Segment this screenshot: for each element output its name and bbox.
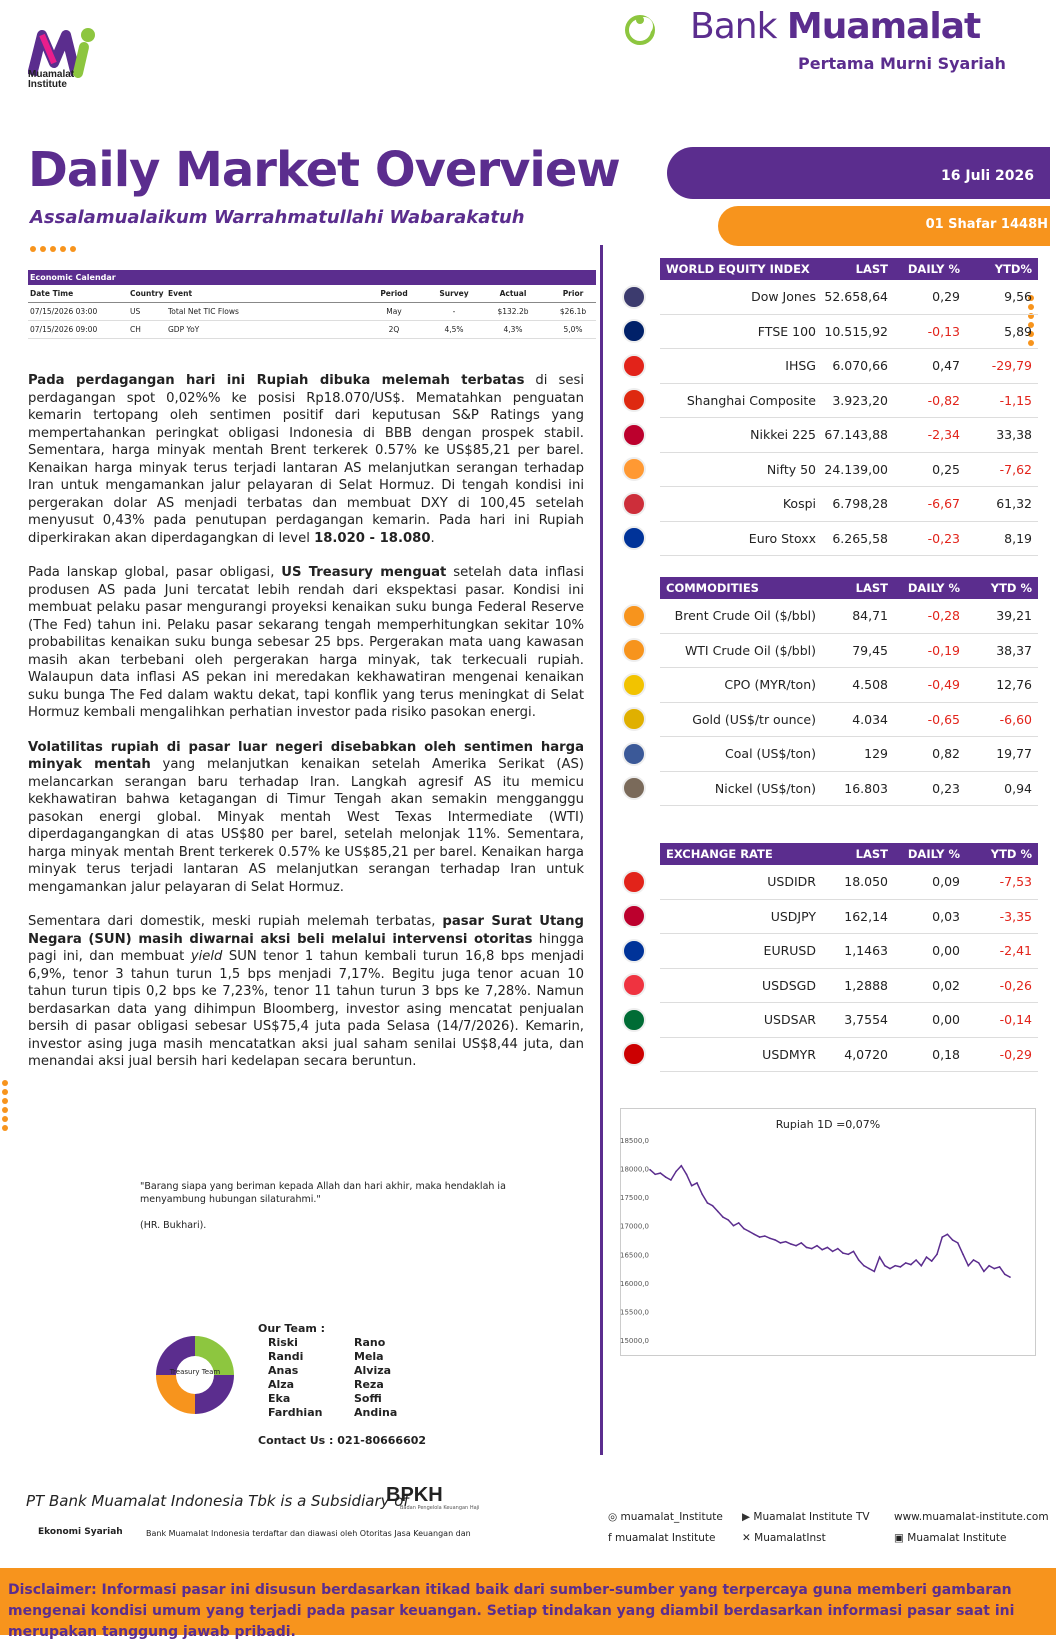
col-prior: Prior	[562, 289, 584, 298]
data-point	[973, 1259, 975, 1261]
data-point	[748, 1231, 750, 1233]
cell-ytd: -0,14	[999, 1012, 1032, 1028]
cell-last: 84,71	[852, 608, 888, 624]
cell-daily: 0,23	[932, 780, 960, 796]
data-point	[691, 1185, 693, 1187]
website-link[interactable]: www.muamalat-institute.com	[894, 1511, 1049, 1523]
table-header: WORLD EQUITY INDEX LAST DAILY % YTD%	[660, 258, 1038, 280]
world-equity-table	[660, 258, 1038, 556]
data-point	[983, 1271, 985, 1273]
cell-last: 6.798,28	[832, 496, 888, 512]
cell-daily: 0,29	[932, 289, 960, 305]
col-event: Event	[168, 289, 193, 298]
data-point	[743, 1228, 745, 1230]
youtube-icon: ▶	[742, 1511, 754, 1523]
cell-last: 24.139,00	[824, 461, 888, 477]
table-row	[660, 599, 1038, 634]
cell: 07/15/2026 09:00	[30, 325, 98, 334]
facebook-link[interactable]: f muamalat Institute	[608, 1532, 716, 1544]
table-row	[660, 453, 1038, 488]
cell-name: FTSE 100	[757, 323, 816, 339]
table-row	[660, 772, 1038, 807]
col-actual: Actual	[499, 289, 527, 298]
cell-name: WTI Crude Oil ($/bbl)	[684, 642, 816, 658]
data-point	[801, 1242, 803, 1244]
cell-daily: 0,00	[932, 1012, 960, 1028]
data-point	[988, 1265, 990, 1267]
instagram-icon: ◎	[608, 1511, 621, 1523]
data-point	[785, 1241, 787, 1243]
cell: 4,3%	[503, 325, 523, 334]
data-point	[858, 1259, 860, 1261]
table-row	[660, 349, 1038, 384]
cell-name: USDJPY	[770, 908, 816, 924]
institute-name: Muamalat Institute	[28, 69, 75, 90]
cell-last: 129	[864, 746, 888, 762]
cell-ytd: 0,94	[1004, 780, 1032, 796]
hijri-date: 01 Shafar 1448H	[925, 217, 1048, 232]
data-point	[1004, 1274, 1006, 1276]
id-flag-icon	[622, 870, 646, 894]
table-header: COMMODITIES LAST DAILY % YTD %	[660, 577, 1038, 599]
x-icon: ✕	[742, 1532, 755, 1544]
data-point	[759, 1236, 761, 1238]
table-row	[660, 487, 1038, 522]
data-point	[863, 1265, 865, 1267]
data-point	[728, 1219, 730, 1221]
cell: 2Q	[388, 325, 400, 334]
cell-ytd: -29,79	[991, 358, 1032, 374]
data-point	[978, 1262, 980, 1264]
cell-daily: -0,82	[927, 392, 960, 408]
uk-flag-icon	[622, 319, 646, 343]
cell-ytd: 61,32	[996, 496, 1032, 512]
ojk-statement: Bank Muamalat Indonesia terdaftar dan diawasi oleh Otoritas Jasa Keuangan dan	[146, 1529, 471, 1538]
column-divider	[600, 245, 603, 1455]
cell: May	[386, 307, 402, 316]
cell-ytd: -1,15	[999, 392, 1032, 408]
cell: $132.2b	[497, 307, 529, 316]
kr-flag-icon	[622, 492, 646, 516]
cell-name: USDIDR	[767, 874, 816, 890]
cell: GDP YoY	[168, 325, 200, 334]
linkedin-icon: ▣	[894, 1532, 908, 1544]
col-survey: Survey	[439, 289, 469, 298]
sa-flag-icon	[622, 1008, 646, 1032]
table-row	[28, 321, 596, 339]
eu-flag-icon	[622, 939, 646, 963]
data-point	[696, 1182, 698, 1184]
economic-calendar-title: Economic Calendar	[28, 270, 596, 285]
col-period: Period	[380, 289, 408, 298]
data-point	[712, 1205, 714, 1207]
bpkh-subtitle: Badan Pengelola Keuangan Haji	[400, 1505, 480, 1511]
cell-daily: 0,02	[932, 977, 960, 993]
cell-daily: -0,28	[927, 608, 960, 624]
data-point	[754, 1234, 756, 1236]
cell-ytd: 9,56	[1004, 289, 1032, 305]
data-point	[842, 1252, 844, 1254]
contact-number: Contact Us : 021-80666602	[258, 1434, 427, 1447]
cell-daily: -0,13	[927, 323, 960, 339]
table-row	[660, 703, 1038, 738]
cell-name: Coal (US$/ton)	[725, 746, 816, 762]
cell-last: 3,7554	[844, 1012, 888, 1028]
x-link[interactable]: ✕ MuamalatInst	[742, 1532, 826, 1544]
table-row	[660, 934, 1038, 969]
data-point	[926, 1256, 928, 1258]
cell-ytd: 5,89	[1004, 323, 1032, 339]
data-point	[900, 1266, 902, 1268]
cell-daily: 0,18	[932, 1046, 960, 1062]
cell-daily: 0,00	[932, 943, 960, 959]
cell-name: Euro Stoxx	[748, 530, 816, 546]
economic-calendar-header	[28, 285, 596, 303]
data-point	[931, 1260, 933, 1262]
in-flag-icon	[622, 457, 646, 481]
cell-ytd: 38,37	[996, 642, 1032, 658]
cell-last: 79,45	[852, 642, 888, 658]
data-point	[686, 1174, 688, 1176]
cell-daily: -2,34	[927, 427, 960, 443]
cell-name: Nickel (US$/ton)	[714, 780, 816, 796]
data-point	[806, 1247, 808, 1249]
y-tick-label: 18500,0	[620, 1137, 649, 1145]
cell-name: USDSGD	[762, 977, 816, 993]
cell-ytd: -0,29	[999, 1046, 1032, 1062]
data-point	[701, 1194, 703, 1196]
table-row	[660, 1038, 1038, 1073]
cell-ytd: -2,41	[999, 943, 1032, 959]
cell-last: 6.265,58	[832, 530, 888, 546]
cell-daily: 0,82	[932, 746, 960, 762]
data-point	[848, 1254, 850, 1256]
data-point	[675, 1171, 677, 1173]
table-row	[660, 1003, 1038, 1038]
data-point	[774, 1239, 776, 1241]
data-point	[968, 1265, 970, 1267]
exchange-rate-table	[660, 843, 1038, 1072]
cell-last: 6.070,66	[832, 358, 888, 374]
data-point	[994, 1268, 996, 1270]
cell-daily: -0,65	[927, 711, 960, 727]
team-list-2: Rano Mela Alviza Reza Soffi Andina	[354, 1336, 398, 1419]
cell-last: 18.050	[844, 874, 888, 890]
table-row	[660, 522, 1038, 557]
cell-name: USDMYR	[762, 1046, 816, 1062]
table-row	[660, 865, 1038, 900]
cell-name: Gold (US$/tr ounce)	[692, 711, 816, 727]
chart-title: Rupiah 1D =0,07%	[775, 1118, 881, 1131]
bpkh-logo: BPKH	[386, 1484, 443, 1506]
cell-daily: 0,25	[932, 461, 960, 477]
id-flag-icon	[622, 354, 646, 378]
cell-name: Brent Crude Oil ($/bbl)	[674, 608, 816, 624]
us-flag-icon	[622, 285, 646, 309]
cell-last: 10.515,92	[824, 323, 888, 339]
team-label: Our Team :	[258, 1322, 326, 1335]
cell-last: 1,1463	[844, 943, 888, 959]
cell-last: 4.508	[852, 677, 888, 693]
cell-last: 52.658,64	[824, 289, 888, 305]
cell: 4,5%	[444, 325, 464, 334]
cell-daily: -0,23	[927, 530, 960, 546]
y-tick-label: 15000,0	[620, 1337, 649, 1345]
data-point	[936, 1254, 938, 1256]
table-row	[660, 280, 1038, 315]
data-point	[681, 1165, 683, 1167]
data-point	[962, 1254, 964, 1256]
coal-cart-icon	[622, 742, 646, 766]
jp-flag-icon	[622, 423, 646, 447]
data-point	[915, 1259, 917, 1261]
youtube-link[interactable]: ▶ Muamalat Institute TV	[742, 1511, 870, 1523]
cell-ytd: -7,62	[999, 461, 1032, 477]
cell-daily: -0,49	[927, 677, 960, 693]
cell-ytd: 19,77	[996, 746, 1032, 762]
linkedin-link[interactable]: ▣ Muamalat Institute	[894, 1532, 1007, 1544]
paragraph-rupiah: Pada perdagangan hari ini Rupiah dibuka melemah terbatas di sesi perdagangan spot 0,02%% ke posisi Rp18.070/US$. Mematahkan penguatan kemarin tertopang oleh sentimen positif dari keputusan S&P Ratings yang mempertahankan peringkat obligasi Indonesia di BBB dengan prospek stabil. Sementara, harga minyak mentah Brent terkerek 0.57% ke US$85,21 per barel. Kenaikan harga minyak terus terjadi lantaran AS melanjutkan serangan terhadap Iran untuk mengamankan jalur pelayaran di Selat Hormuz. Di tengah kondisi ini pergerakan dolar AS menjadi terbatas dan membuat DXY di 100,45 setelah menyusut 0,43% pada penutupan perdagangan kemarin. Pada hari ini Rupiah diperkirakan akan diperdagangkan di level 18.020 - 18.080.	[28, 373, 584, 546]
bank-tagline: Pertama Murni Syariah	[798, 54, 1006, 73]
greeting: Assalamualaikum Warrahmatullahi Wabarakatuh	[30, 207, 525, 228]
cell-last: 4.034	[852, 711, 888, 727]
decorative-dots	[2, 1080, 9, 1131]
cell-ytd: -3,35	[999, 908, 1032, 924]
data-point	[707, 1202, 709, 1204]
table-row	[660, 900, 1038, 935]
table-row	[660, 384, 1038, 419]
data-point	[738, 1222, 740, 1224]
data-point	[769, 1238, 771, 1240]
instagram-link[interactable]: ◎ muamalat_Institute	[608, 1511, 723, 1523]
team-list-1: Riski Randi Anas Alza Eka Fardhian	[268, 1336, 323, 1419]
cell-daily: 0,03	[932, 908, 960, 924]
table-row	[660, 315, 1038, 350]
cell-name: Kospi	[782, 496, 816, 512]
sg-flag-icon	[622, 973, 646, 997]
cell: Total Net TIC Flows	[168, 307, 239, 316]
data-point	[952, 1239, 954, 1241]
commodities-table	[660, 577, 1038, 806]
cell-ytd: 8,19	[1004, 530, 1032, 546]
cell-ytd: 39,21	[996, 608, 1032, 624]
cell-name: Shanghai Composite	[686, 392, 816, 408]
cell-name: Nifty 50	[766, 461, 816, 477]
cell: -	[452, 307, 456, 316]
cell-daily: -0,19	[927, 642, 960, 658]
data-point	[649, 1169, 651, 1171]
facebook-icon: f	[608, 1532, 616, 1544]
cell-last: 1,2888	[844, 977, 888, 993]
market-commentary	[28, 372, 584, 1088]
data-point	[733, 1225, 735, 1227]
rupiah-series-line	[650, 1166, 1010, 1277]
cell-ytd: -6,60	[999, 711, 1032, 727]
table-row	[660, 969, 1038, 1004]
table-row	[660, 737, 1038, 772]
table-row	[660, 668, 1038, 703]
cell-ytd: -7,53	[999, 874, 1032, 890]
cell: 5,0%	[563, 325, 583, 334]
oil-barrel-icon	[622, 638, 646, 662]
data-point	[853, 1251, 855, 1253]
ekonomi-syariah-logo: Ekonomi Syariah	[38, 1527, 123, 1537]
cell-name: EURUSD	[763, 943, 816, 959]
palm-oil-icon	[622, 673, 646, 697]
cell-daily: 0,09	[932, 874, 960, 890]
cell-ytd: 33,38	[996, 427, 1032, 443]
data-point	[868, 1268, 870, 1270]
y-tick-label: 16000,0	[620, 1279, 649, 1288]
jp-flag-icon	[622, 904, 646, 928]
cell-name: USDSAR	[763, 1012, 816, 1028]
bank-name: Bank Muamalat	[690, 6, 981, 47]
cell-name: CPO (MYR/ton)	[724, 677, 816, 693]
cell-last: 67.143,88	[824, 427, 888, 443]
data-point	[837, 1248, 839, 1250]
table-row	[28, 303, 596, 321]
y-tick-label: 17500,0	[620, 1194, 649, 1203]
paragraph-global: Pada lanskap global, pasar obligasi, US Treasury menguat setelah data inflasi produsen AS pada Juni tercatat lebih rendah dari ekspektasi pasar. Kondisi ini membuat pelaku pasar mengurangi proyeksi kenaikan suku bunga Federal Reserve (The Fed) tahun ini. Pelaku pasar sekarang tengah memperhitungkan sekitar 10% probabilitas kenaikan suku bunga sebesar 25 bps. Pergerakan mata uang kawasan masih akan terbebani oleh pergerakan harga minyak, tak terkecuali rupiah. Walaupun data inflasi AS pekan ini meredakan kekhawatiran mengenai kenaikan suku bunga The Fed dalam waktu dekat, tapi konflik yang terus meningkat di Selat Hormuz kembali mengalihkan perhatian investor pada risiko pasokan energi.	[28, 565, 584, 720]
data-point	[816, 1245, 818, 1247]
col-datetime: Date Time	[30, 289, 74, 298]
paragraph-volatility: Volatilitas rupiah di pasar luar negeri disebabkan oleh sentimen harga minyak mentah yang melanjutkan kenaikan setelah Amerika Serikat (AS) melancarkan serangan baru terhadap Iran. Langkah agresif AS itu memicu kekhawatiran bahwa ketagangan di Timur Tengah akan semakin mengganggu pasokan energi global. Minyak mentah West Texas Intermediate (WTI) diperdagangangkan di atas US$80 per barel, setelah melonjak 11%. Sementara, harga minyak mentah Brent terkerek 0.57% ke US$85,21 per barel. Kenaikan harga minyak terus terjadi lantaran AS melanjutkan serangan terhadap Iran untuk mengamankan jalur pelayaran di Selat Hormuz.	[28, 739, 584, 895]
team-logo-text: Treasury Team	[169, 1368, 221, 1376]
data-point	[790, 1243, 792, 1245]
data-point	[670, 1179, 672, 1181]
y-tick-label: 15500,0	[620, 1308, 649, 1317]
cell-name: Dow Jones	[751, 289, 816, 305]
y-tick-label: 18000,0	[620, 1165, 649, 1174]
data-point	[665, 1176, 667, 1178]
nickel-ore-icon	[622, 776, 646, 800]
cell: $26.1b	[559, 307, 587, 316]
cell-name: Nikkei 225	[750, 427, 816, 443]
subsidiary-text: PT Bank Muamalat Indonesia Tbk is a Subsidiary of	[26, 1492, 409, 1510]
cell-last: 16.803	[844, 780, 888, 796]
cell-daily: 0,47	[932, 358, 960, 374]
my-flag-icon	[622, 1042, 646, 1066]
col-country: Country	[130, 289, 164, 298]
data-point	[884, 1265, 886, 1267]
cn-flag-icon	[622, 388, 646, 412]
cell: 07/15/2026 03:00	[30, 307, 98, 316]
y-tick-label: 16500,0	[620, 1251, 649, 1260]
data-point	[832, 1251, 834, 1253]
economic-calendar	[28, 270, 596, 339]
data-point	[894, 1265, 896, 1267]
data-point	[941, 1236, 943, 1238]
cell-ytd: 12,76	[996, 677, 1032, 693]
data-point	[722, 1216, 724, 1218]
data-point	[910, 1264, 912, 1266]
data-point	[821, 1249, 823, 1251]
data-point	[660, 1172, 662, 1174]
table-header: EXCHANGE RATE LAST DAILY % YTD %	[660, 843, 1038, 865]
data-point	[780, 1242, 782, 1244]
data-point	[905, 1262, 907, 1264]
data-point	[811, 1248, 813, 1250]
rupiah-line-chart	[620, 1130, 1036, 1356]
y-tick-label: 17000,0	[620, 1222, 649, 1231]
data-point	[947, 1234, 949, 1236]
cell: US	[130, 307, 141, 316]
data-point	[999, 1266, 1001, 1268]
hadith-source: (HR. Bukhari).	[140, 1220, 207, 1231]
cell-last: 3.923,20	[832, 392, 888, 408]
cell-ytd: -0,26	[999, 977, 1032, 993]
cell-last: 162,14	[844, 908, 888, 924]
table-row	[660, 418, 1038, 453]
data-point	[957, 1242, 959, 1244]
data-point	[795, 1245, 797, 1247]
disclaimer: Disclaimer: Informasi pasar ini disusun berdasarkan itikad baik dari sumber-sumber yang terpercaya guna memberi gambaran mengenai kondisi umum yang terjadi pada pasar keuangan. Setiap tindakan yang diambil berdasarkan informasi pasar saat ini merupakan tanggung jawab pribadi.	[0, 1568, 1056, 1635]
eu-flag-icon	[622, 526, 646, 550]
oil-barrel-icon	[622, 604, 646, 628]
data-point	[1009, 1276, 1011, 1278]
bank-muamalat-logo-icon	[622, 12, 662, 48]
data-point	[764, 1235, 766, 1237]
table-row	[660, 634, 1038, 669]
report-date: 16 Juli 2026	[941, 168, 1034, 184]
gold-bar-icon	[622, 707, 646, 731]
cell: CH	[130, 325, 141, 334]
treasury-team-logo	[150, 1330, 240, 1420]
cell-name: IHSG	[785, 358, 816, 374]
cell-daily: -6,67	[927, 496, 960, 512]
data-point	[717, 1211, 719, 1213]
data-point	[879, 1256, 881, 1258]
paragraph-domestic: Sementara dari domestik, meski rupiah melemah terbatas, pasar Surat Utang Negara (SUN) masih diwarnai aksi beli melalui intervensi otoritas hingga pagi ini, dan membuat yield SUN tenor 1 tahun kembali turun 16,8 bps menjadi 6,9%, tenor 3 tahun turun 1,5 bps menjadi 7,17%. Begitu juga tenor acuan 10 tahun turun tipis 0,2 bps ke 7,23%, tenor 11 tahun turun 3 bps ke 7,28%. Namun berdasarkan data yang dihimpun Bloomberg, investor asing mencatat penjualan bersih di pasar obligasi sebesar US$75,4 juta pada Selasa (14/7/2026). Kemarin, investor asing juga masih mencatatkan aksi jual saham senilai US$8,44 juta, dan menandai aksi jual bersih hari kedelapan secara beruntun.	[28, 914, 584, 1069]
hadith-quote: "Barang siapa yang beriman kepada Allah dan hari akhir, maka hendaklah ia menyambung hubungan silaturahmi."	[140, 1181, 506, 1205]
cell-last: 4,0720	[844, 1046, 888, 1062]
data-point	[654, 1174, 656, 1176]
data-point	[921, 1265, 923, 1267]
data-point	[874, 1271, 876, 1273]
data-point	[827, 1247, 829, 1249]
decorative-dots	[30, 246, 77, 252]
data-point	[889, 1268, 891, 1270]
page-title: Daily Market Overview	[28, 142, 620, 198]
